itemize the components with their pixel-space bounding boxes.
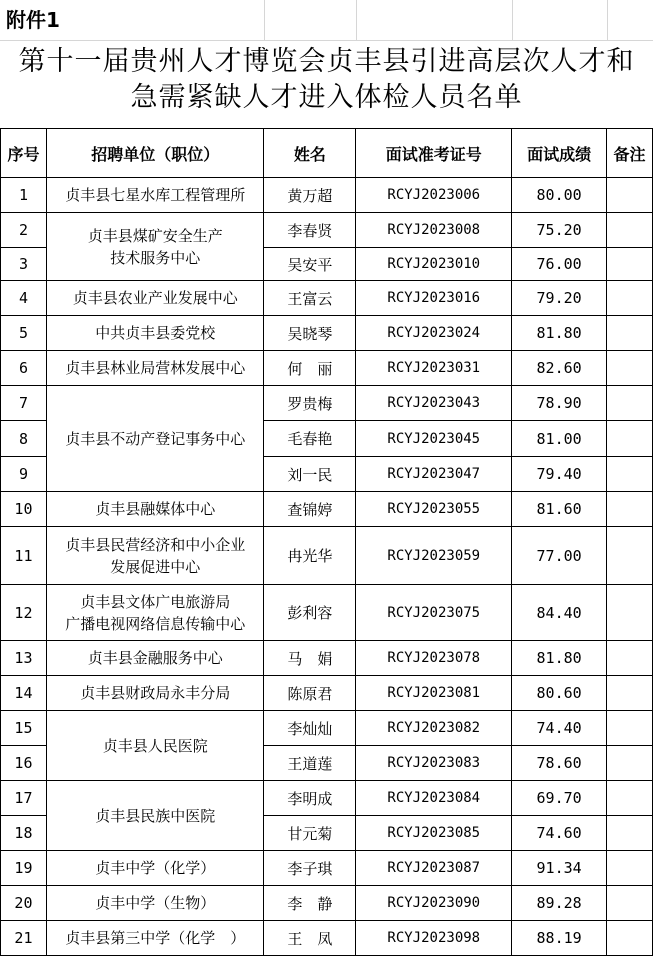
table-row	[1, 316, 653, 351]
exam-id-cell: RCYJ2023024	[356, 316, 512, 351]
table-row	[1, 781, 653, 816]
row-number: 5	[1, 316, 47, 351]
remark-cell	[607, 641, 653, 676]
header-name: 姓名	[264, 129, 356, 178]
remark-cell	[607, 178, 653, 213]
gridline	[0, 40, 653, 41]
name-cell: 彭利容	[264, 585, 356, 641]
row-number: 12	[1, 585, 47, 641]
row-number: 14	[1, 676, 47, 711]
score-cell: 78.90	[512, 386, 607, 421]
score-cell: 82.60	[512, 351, 607, 386]
header-score: 面试成绩	[512, 129, 607, 178]
score-cell: 81.80	[512, 641, 607, 676]
unit-cell: 贞丰县人民医院	[46, 711, 264, 781]
table-row	[1, 886, 653, 921]
name-cell: 毛春艳	[264, 421, 356, 457]
score-cell: 81.80	[512, 316, 607, 351]
exam-id-cell: RCYJ2023055	[356, 492, 512, 527]
remark-cell	[607, 527, 653, 585]
name-cell: 李灿灿	[264, 711, 356, 746]
header-unit: 招聘单位（职位）	[46, 129, 264, 178]
remark-cell	[607, 585, 653, 641]
name-cell: 查锦婷	[264, 492, 356, 527]
name-cell: 马 娟	[264, 641, 356, 676]
unit-cell: 贞丰县林业局营林发展中心	[46, 351, 264, 386]
name-cell: 吴安平	[264, 248, 356, 281]
remark-cell	[607, 316, 653, 351]
score-cell: 79.20	[512, 281, 607, 316]
table-header-row	[1, 129, 653, 178]
remark-cell	[607, 386, 653, 421]
remark-cell	[607, 351, 653, 386]
remark-cell	[607, 457, 653, 492]
exam-id-cell: RCYJ2023008	[356, 213, 512, 248]
remark-cell	[607, 248, 653, 281]
remark-cell	[607, 281, 653, 316]
exam-id-cell: RCYJ2023078	[356, 641, 512, 676]
score-cell: 81.00	[512, 421, 607, 457]
name-cell: 王 凤	[264, 921, 356, 956]
row-number: 6	[1, 351, 47, 386]
exam-id-cell: RCYJ2023081	[356, 676, 512, 711]
gridline	[356, 0, 357, 40]
remark-cell	[607, 746, 653, 781]
score-cell: 84.40	[512, 585, 607, 641]
remark-cell	[607, 816, 653, 851]
score-cell: 77.00	[512, 527, 607, 585]
page-title	[0, 44, 653, 116]
score-cell: 91.34	[512, 851, 607, 886]
table-row	[1, 641, 653, 676]
remark-cell	[607, 213, 653, 248]
row-number: 9	[1, 457, 47, 492]
exam-id-cell: RCYJ2023098	[356, 921, 512, 956]
name-cell: 陈原君	[264, 676, 356, 711]
unit-cell: 贞丰县民营经济和中小企业 发展促进中心	[46, 527, 264, 585]
gridline	[607, 0, 608, 40]
score-cell: 80.00	[512, 178, 607, 213]
exam-id-cell: RCYJ2023006	[356, 178, 512, 213]
unit-cell: 贞丰县文体广电旅游局 广播电视网络信息传输中心	[46, 585, 264, 641]
row-number: 8	[1, 421, 47, 457]
table-row	[1, 676, 653, 711]
score-cell: 81.60	[512, 492, 607, 527]
score-cell: 78.60	[512, 746, 607, 781]
remark-cell	[607, 886, 653, 921]
unit-cell: 贞丰县财政局永丰分局	[46, 676, 264, 711]
name-cell: 甘元菊	[264, 816, 356, 851]
remark-cell	[607, 781, 653, 816]
exam-id-cell: RCYJ2023090	[356, 886, 512, 921]
table-row	[1, 711, 653, 746]
remark-cell	[607, 421, 653, 457]
table-row	[1, 281, 653, 316]
title-line-2: 急需紧缺人才进入体检人员名单	[130, 82, 523, 113]
exam-id-cell: RCYJ2023087	[356, 851, 512, 886]
exam-id-cell: RCYJ2023083	[356, 746, 512, 781]
score-cell: 89.28	[512, 886, 607, 921]
name-cell: 罗贵梅	[264, 386, 356, 421]
table-row	[1, 921, 653, 956]
candidate-table	[0, 128, 653, 956]
row-number: 21	[1, 921, 47, 956]
remark-cell	[607, 492, 653, 527]
gridline	[264, 0, 265, 40]
name-cell: 李春贤	[264, 213, 356, 248]
row-number: 3	[1, 248, 47, 281]
score-cell: 79.40	[512, 457, 607, 492]
remark-cell	[607, 711, 653, 746]
row-number: 7	[1, 386, 47, 421]
exam-id-cell: RCYJ2023031	[356, 351, 512, 386]
remark-cell	[607, 921, 653, 956]
table-row	[1, 492, 653, 527]
exam-id-cell: RCYJ2023075	[356, 585, 512, 641]
score-cell: 76.00	[512, 248, 607, 281]
name-cell: 黄万超	[264, 178, 356, 213]
score-cell: 88.19	[512, 921, 607, 956]
unit-cell: 贞丰县融媒体中心	[46, 492, 264, 527]
unit-cell: 贞丰县煤矿安全生产 技术服务中心	[46, 213, 264, 281]
row-number: 10	[1, 492, 47, 527]
row-number: 19	[1, 851, 47, 886]
gridline	[512, 0, 513, 40]
row-number: 20	[1, 886, 47, 921]
score-cell: 75.20	[512, 213, 607, 248]
exam-id-cell: RCYJ2023085	[356, 816, 512, 851]
exam-id-cell: RCYJ2023016	[356, 281, 512, 316]
name-cell: 王道莲	[264, 746, 356, 781]
row-number: 17	[1, 781, 47, 816]
table-row	[1, 178, 653, 213]
name-cell: 吴晓琴	[264, 316, 356, 351]
exam-id-cell: RCYJ2023082	[356, 711, 512, 746]
exam-id-cell: RCYJ2023043	[356, 386, 512, 421]
row-number: 16	[1, 746, 47, 781]
row-number: 18	[1, 816, 47, 851]
name-cell: 何 丽	[264, 351, 356, 386]
table-row	[1, 851, 653, 886]
attachment-label: 附件1	[6, 8, 60, 32]
exam-id-cell: RCYJ2023084	[356, 781, 512, 816]
name-cell: 冉光华	[264, 527, 356, 585]
name-cell: 李明成	[264, 781, 356, 816]
unit-cell: 中共贞丰县委党校	[46, 316, 264, 351]
remark-cell	[607, 851, 653, 886]
score-cell: 80.60	[512, 676, 607, 711]
exam-id-cell: RCYJ2023010	[356, 248, 512, 281]
row-number: 4	[1, 281, 47, 316]
name-cell: 李子琪	[264, 851, 356, 886]
header-remark: 备注	[607, 129, 653, 178]
remark-cell	[607, 676, 653, 711]
unit-cell: 贞丰县第三中学（化学 ）	[46, 921, 264, 956]
row-number: 11	[1, 527, 47, 585]
row-number: 2	[1, 213, 47, 248]
row-number: 1	[1, 178, 47, 213]
name-cell: 王富云	[264, 281, 356, 316]
table-row	[1, 527, 653, 585]
unit-cell: 贞丰中学（化学）	[46, 851, 264, 886]
unit-cell: 贞丰县民族中医院	[46, 781, 264, 851]
table-row	[1, 386, 653, 421]
exam-id-cell: RCYJ2023047	[356, 457, 512, 492]
score-cell: 74.40	[512, 711, 607, 746]
score-cell: 74.60	[512, 816, 607, 851]
header-no: 序号	[1, 129, 47, 178]
unit-cell: 贞丰县不动产登记事务中心	[46, 386, 264, 492]
table-row	[1, 585, 653, 641]
header-exam-id: 面试准考证号	[356, 129, 512, 178]
unit-cell: 贞丰县金融服务中心	[46, 641, 264, 676]
row-number: 13	[1, 641, 47, 676]
name-cell: 刘一民	[264, 457, 356, 492]
row-number: 15	[1, 711, 47, 746]
name-cell: 李 静	[264, 886, 356, 921]
exam-id-cell: RCYJ2023045	[356, 421, 512, 457]
exam-id-cell: RCYJ2023059	[356, 527, 512, 585]
title-line-1: 第十一届贵州人才博览会贞丰县引进高层次人才和	[18, 46, 635, 77]
unit-cell: 贞丰县农业产业发展中心	[46, 281, 264, 316]
unit-cell: 贞丰中学（生物）	[46, 886, 264, 921]
table-row	[1, 213, 653, 248]
table-row	[1, 351, 653, 386]
score-cell: 69.70	[512, 781, 607, 816]
unit-cell: 贞丰县七星水库工程管理所	[46, 178, 264, 213]
